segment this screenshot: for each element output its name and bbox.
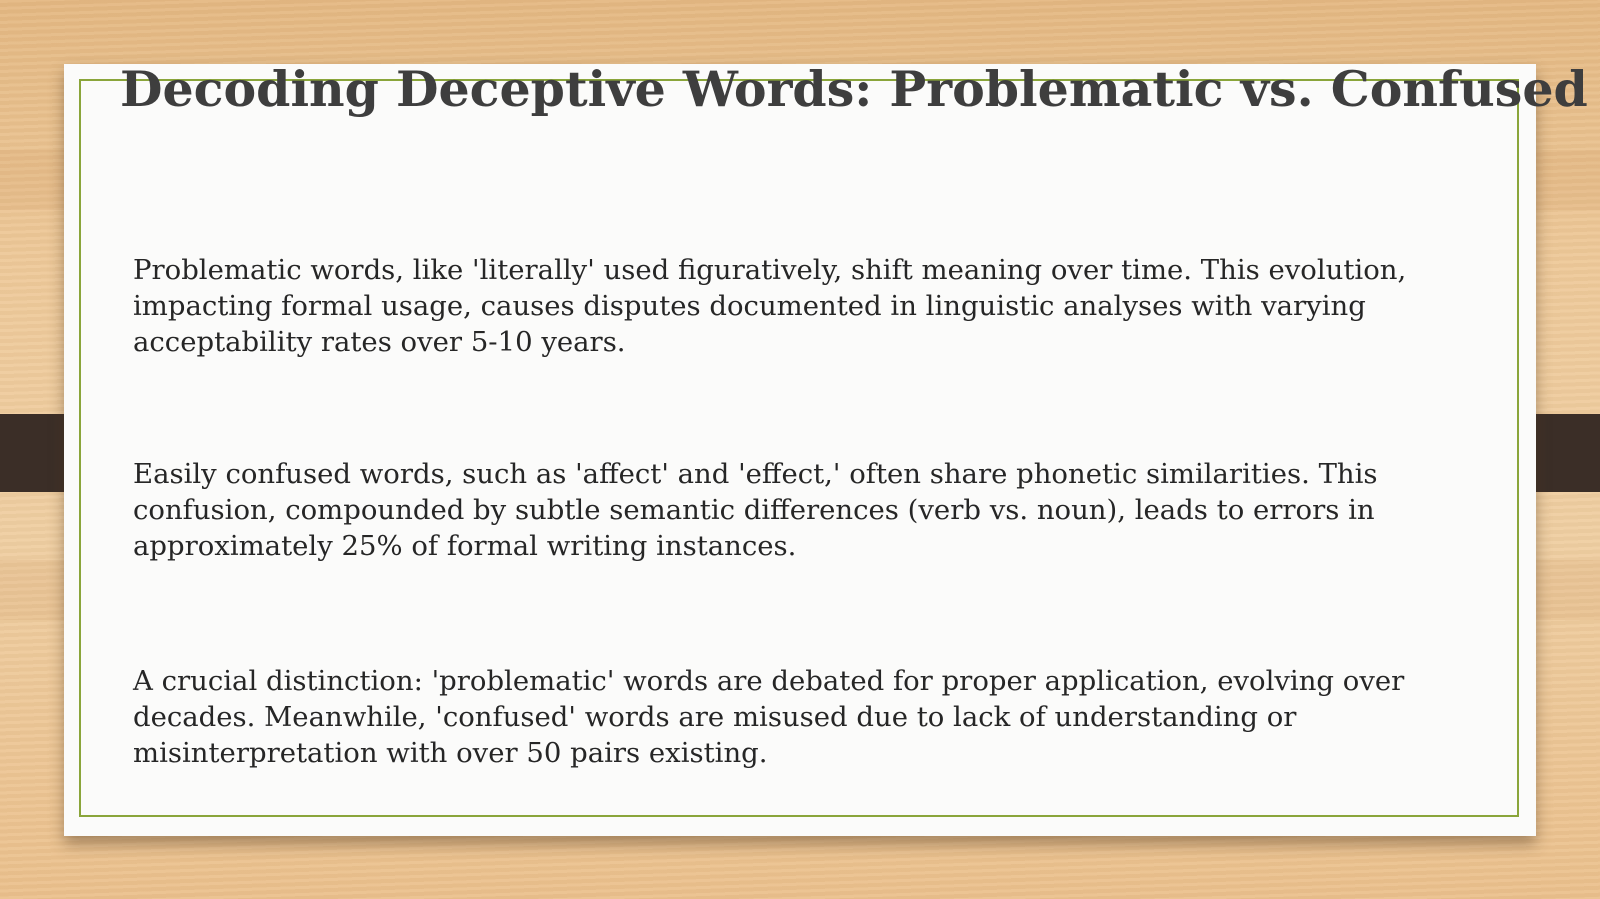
- paragraph-problematic-words: Problematic words, like 'literally' used figuratively, shift meaning over time. This evolution, impacting formal usage, causes disputes documented in linguistic analyses with varying acceptability rates over 5-10 years.: [133, 254, 1407, 358]
- paragraph-confused-words: Easily confused words, such as 'affect' and 'effect,' often share phonetic similarities. This confusion, compounded by subtle semantic differences (verb vs. noun), leads to errors in approximately 25% of formal writing instances.: [133, 458, 1378, 562]
- paragraph-distinction: A crucial distinction: 'problematic' words are debated for proper application, evolving over decades. Meanwhile, 'confused' words are misused due to lack of understanding or misinterpretation with over 50 pairs existing.: [133, 665, 1405, 769]
- slide-title: Decoding Deceptive Words: Problematic vs. Confused: [120, 60, 1588, 118]
